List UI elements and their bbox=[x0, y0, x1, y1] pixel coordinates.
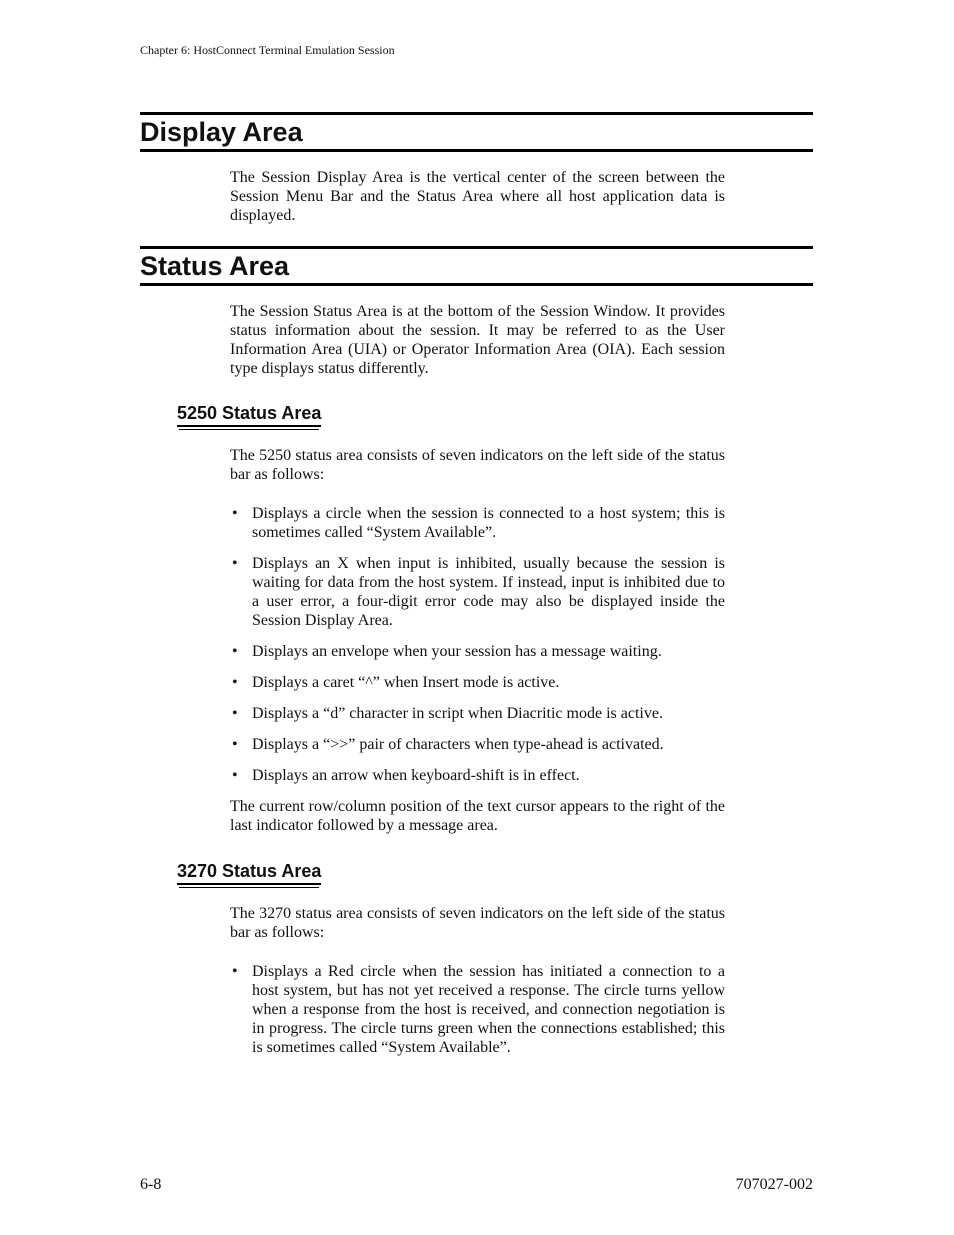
status-3270-bullet-list bbox=[230, 962, 725, 1057]
list-item bbox=[230, 504, 725, 542]
bullet-icon: • bbox=[232, 767, 238, 784]
status-3270-intro: The 3270 status area consists of seven indicators on the left side of the status bar as follows: bbox=[230, 905, 725, 941]
list-item bbox=[230, 962, 725, 1057]
status-area-body: The Session Status Area is at the bottom of the Session Window. It provides status information about the session. It may be referred to as the User Information Area (UIA) or Operator Information Area (OIA). Each session type displays status differently. bbox=[230, 303, 725, 377]
page-number: 6-8 bbox=[140, 1176, 162, 1193]
bullet-icon: • bbox=[232, 963, 238, 980]
document-number: 707027-002 bbox=[735, 1176, 813, 1193]
bullet-icon: • bbox=[232, 643, 238, 660]
list-item bbox=[230, 554, 725, 630]
subsection-heading-3270: 3270 Status Area bbox=[177, 860, 321, 885]
list-item-text: Displays a “>>” pair of characters when type-ahead is activated. bbox=[252, 736, 664, 753]
list-item-text: Displays a circle when the session is connected to a host system; this is sometimes called “System Available”. bbox=[252, 505, 725, 541]
list-item-text: Displays a “d” character in script when Diacritic mode is active. bbox=[252, 705, 663, 722]
list-item bbox=[230, 673, 725, 692]
list-item-text: Displays a caret “^” when Insert mode is active. bbox=[252, 674, 560, 691]
subsection-heading-5250: 5250 Status Area bbox=[177, 402, 321, 427]
list-item bbox=[230, 642, 725, 661]
bullet-icon: • bbox=[232, 674, 238, 691]
section-heading-display-area: Display Area bbox=[140, 112, 813, 152]
bullet-icon: • bbox=[232, 705, 238, 722]
list-item bbox=[230, 704, 725, 723]
list-item-text: Displays a Red circle when the session has initiated a connection to a host system, but has not yet received a response. The circle turns yellow when a response from the host is received, and connection negotiation is in progress. The circle turns green when the connections established; this is sometimes called “System Available”. bbox=[252, 963, 725, 1056]
status-5250-bullet-list bbox=[230, 504, 725, 785]
section-heading-status-area: Status Area bbox=[140, 246, 813, 286]
list-item-text: Displays an X when input is inhibited, usually because the session is waiting for data from the host system. If instead, input is inhibited due to a user error, a four-digit error code may also be displayed inside the Session Display Area. bbox=[252, 555, 725, 629]
list-item-text: Displays an arrow when keyboard-shift is in effect. bbox=[252, 767, 580, 784]
running-head: Chapter 6: HostConnect Terminal Emulation Session bbox=[140, 43, 395, 57]
display-area-body: The Session Display Area is the vertical center of the screen between the Session Menu Bar and the Status Area where all host application data is displayed. bbox=[230, 169, 725, 224]
bullet-icon: • bbox=[232, 555, 238, 572]
bullet-icon: • bbox=[232, 736, 238, 753]
bullet-icon: • bbox=[232, 505, 238, 522]
list-item-text: Displays an envelope when your session has a message waiting. bbox=[252, 643, 662, 660]
status-5250-intro: The 5250 status area consists of seven indicators on the left side of the status bar as follows: bbox=[230, 447, 725, 483]
list-item bbox=[230, 735, 725, 754]
status-5250-outro: The current row/column position of the text cursor appears to the right of the last indicator followed by a message area. bbox=[230, 798, 725, 834]
list-item bbox=[230, 766, 725, 785]
